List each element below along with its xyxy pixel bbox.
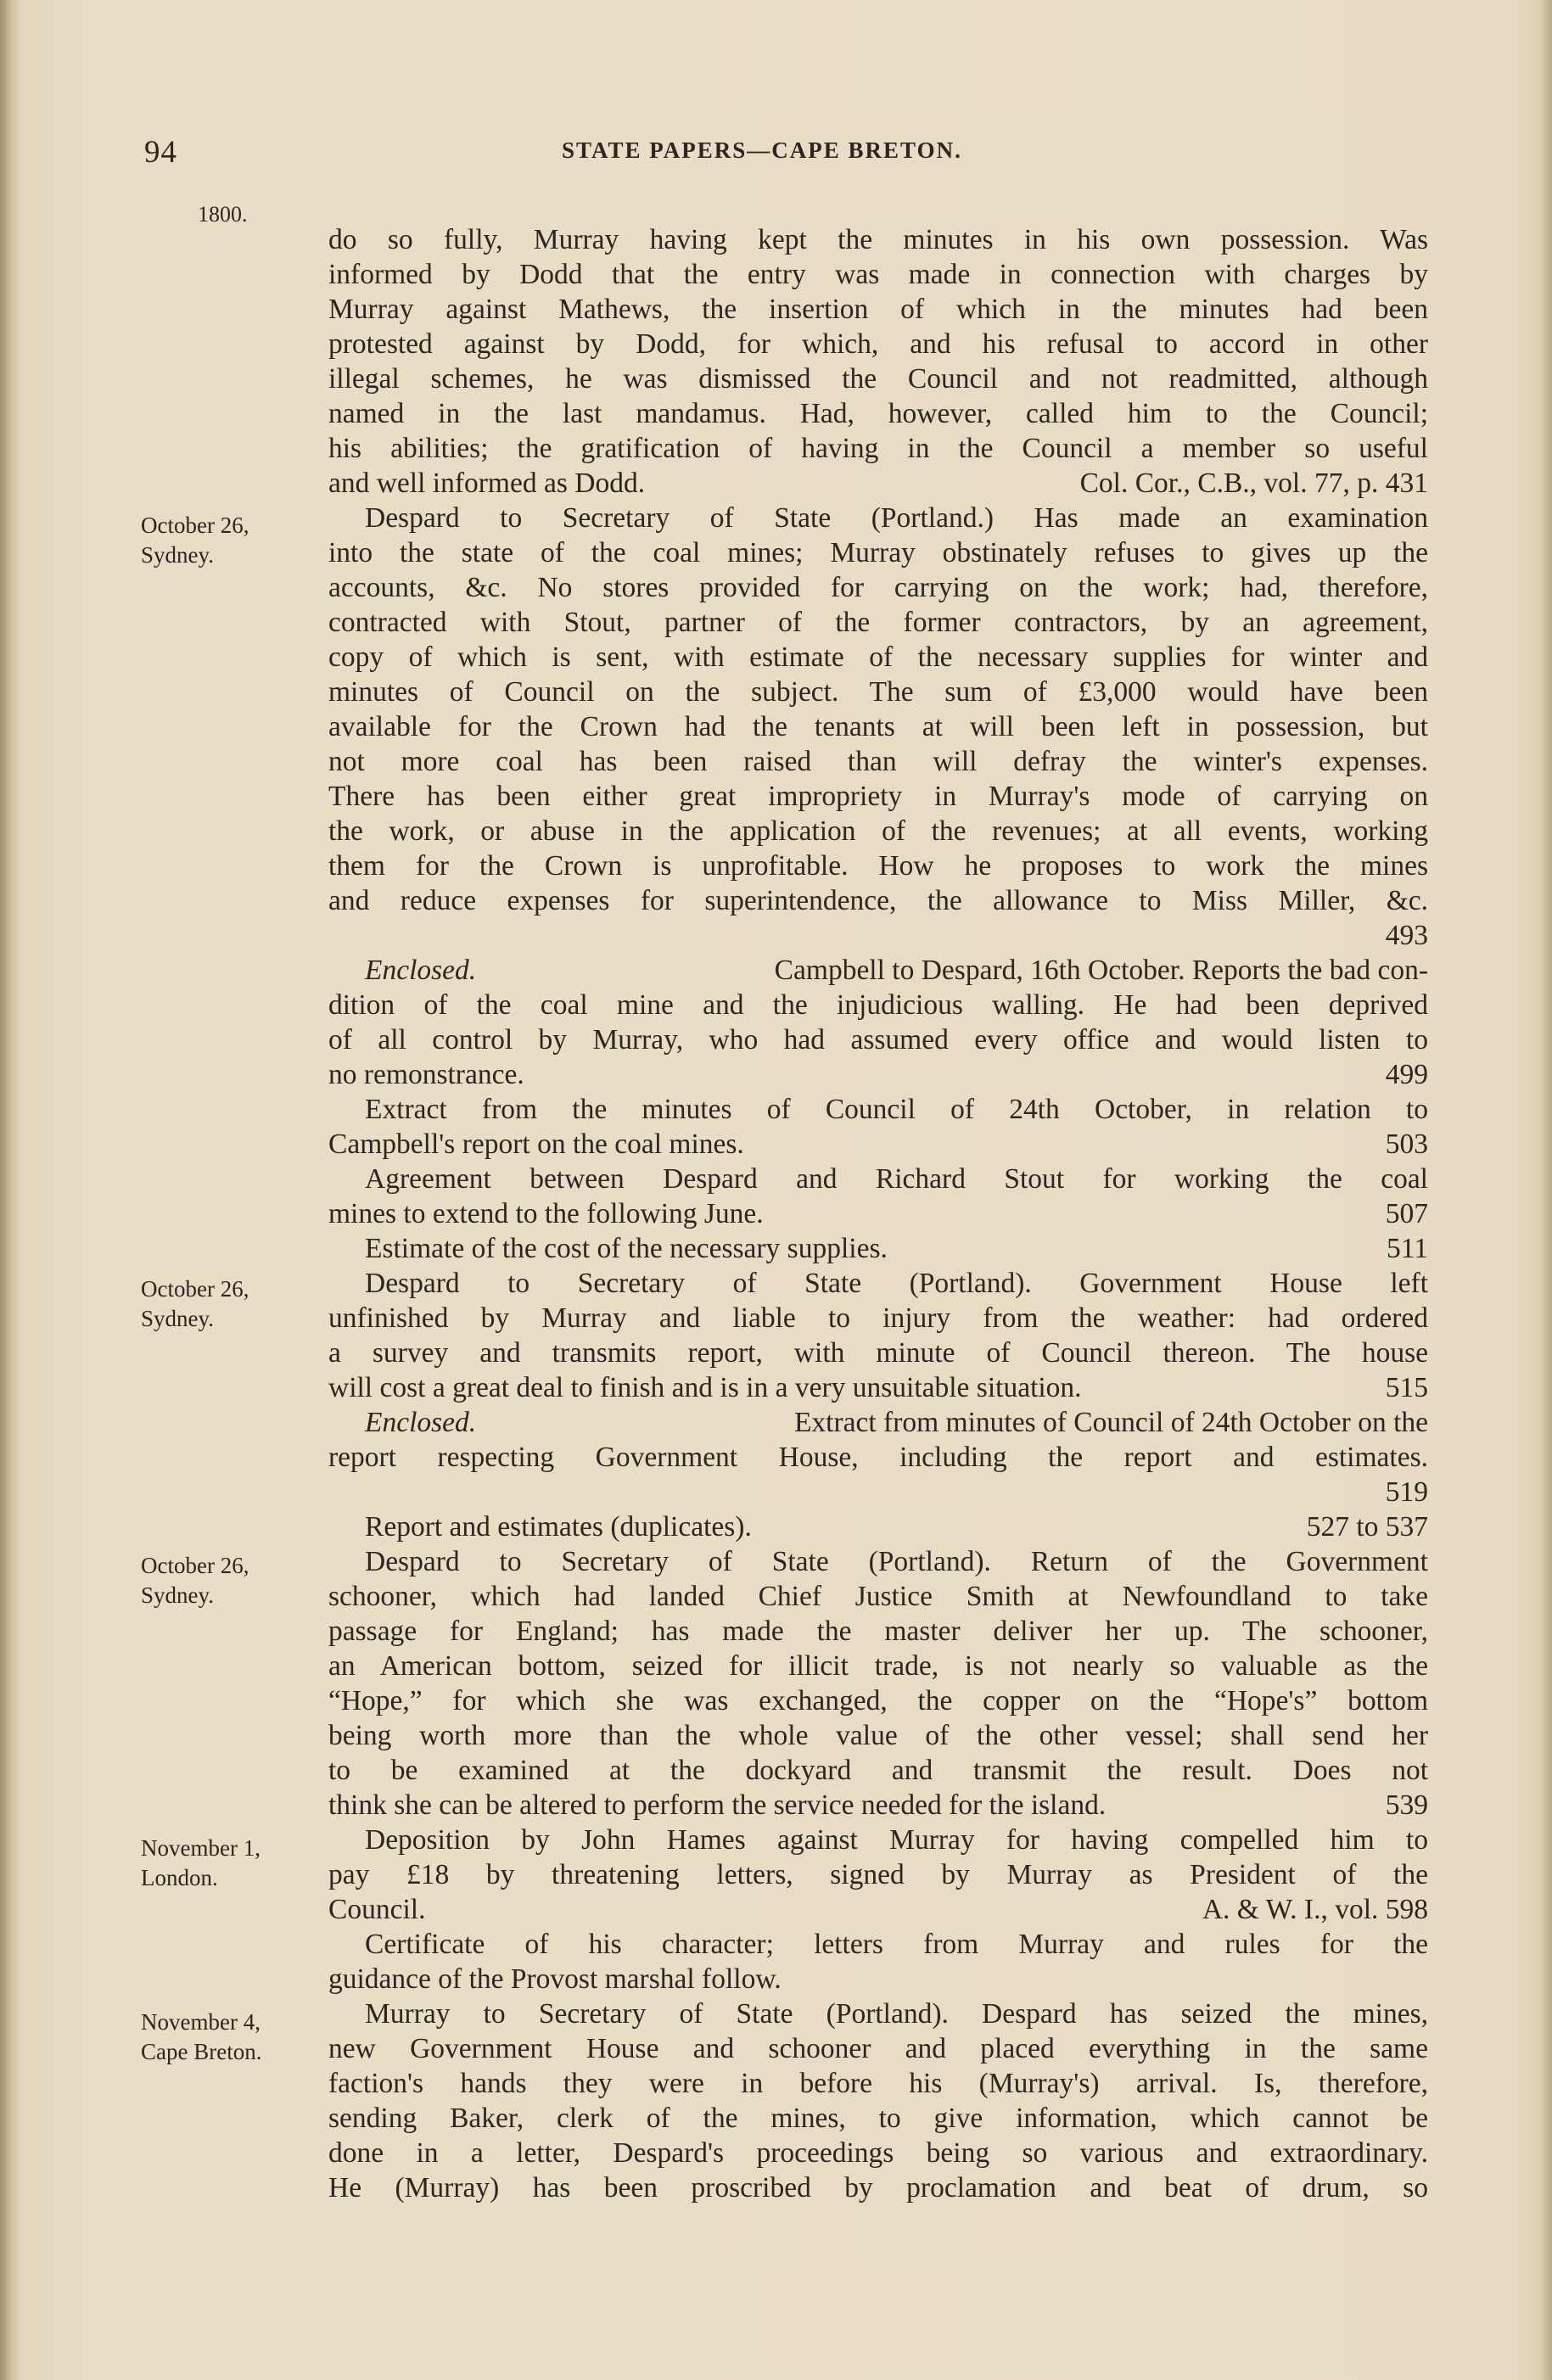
margin-place: Cape Breton. [141,2039,262,2064]
text-line: Despard to Secretary of State (Portland). Government House left [365,1268,1428,1299]
page-reference: 515 [1385,1372,1428,1403]
text-line: Murray to Secretary of State (Portland). Despard has seized the mines, [365,1998,1428,2030]
margin-date: November 1, [141,1835,261,1861]
margin-date-4 [141,1834,328,1893]
text-line: named in the last mandamus. Had, however, called him to the Council; [328,398,1428,429]
source-reference: A. & W. I., vol. 598 [1202,1894,1428,1925]
text-line: unfinished by Murray and liable to injury from the weather: had ordered [328,1302,1428,1334]
text-line: done in a letter, Despard's proceedings being so various and extraordinary. [328,2137,1428,2169]
text-line: Despard to Secretary of State (Portland). Return of the Government [365,1546,1428,1577]
page-reference: 527 to 537 [1306,1511,1428,1543]
source-reference: Col. Cor., C.B., vol. 77, p. 431 [1079,468,1428,499]
text-line: copy of which is sent, with estimate of the necessary supplies for winter and [328,641,1428,673]
text-line [328,466,1428,501]
text-fragment: Campbell's report on the coal mines. [328,1128,744,1160]
running-head: STATE PAPERS—CAPE BRETON. [562,137,962,163]
text-line: Extract from the minutes of Council of 24th October, in relation to [365,1094,1428,1125]
text-line: “Hope,” for which she was exchanged, the copper on the “Hope's” bottom [328,1685,1428,1716]
text-line: report respecting Government House, including the report and estimates. [328,1442,1428,1473]
text-line: to be examined at the dockyard and transmit the result. Does not [328,1755,1428,1786]
margin-date-5 [141,2008,328,2067]
margin-date-3 [141,1551,328,1610]
text-line [328,1892,1428,1927]
text-line [328,1196,1428,1231]
text-line: his abilities; the gratification of having in the Council a member so useful [328,433,1428,464]
page-header [0,134,1552,176]
body-text [328,222,1428,2205]
page-reference: 511 [1386,1233,1428,1264]
page-reference: 503 [1385,1128,1428,1160]
text-line: Certificate of his character; letters from Murray and rules for the [365,1929,1428,1960]
text-line: available for the Crown had the tenants at will been left in possession, but [328,711,1428,742]
text-line: accounts, &c. No stores provided for carrying on the work; had, therefore, [328,572,1428,603]
margin-date: November 4, [141,2009,261,2035]
margin-date-2 [141,1274,328,1334]
text-fragment: no remonstrance. [328,1059,524,1090]
text-fragment: Estimate of the cost of the necessary supplies. [365,1233,888,1264]
text-fragment: Campbell to Despard, 16th October. Reports the bad con- [774,955,1428,986]
text-line: the work, or abuse in the application of the revenues; at all events, working [328,815,1428,847]
margin-place: Sydney. [141,542,214,568]
text-line: being worth more than the whole value of the other vessel; shall send her [328,1720,1428,1751]
page-reference: 519 [1385,1476,1428,1508]
enclosed-label: Enclosed. [365,1407,477,1438]
page-reference: 499 [1385,1059,1428,1090]
text-line [328,1127,1428,1162]
text-line [328,1231,1428,1266]
text-line: new Government House and schooner and placed everything in the same [328,2033,1428,2064]
text-fragment: mines to extend to the following June. [328,1198,764,1229]
margin-place: London. [141,1865,218,1890]
margin-date: October 26, [141,512,249,538]
text-fragment: and well informed as Dodd. [328,468,646,499]
text-fragment: Council. [328,1894,426,1925]
page-reference: 507 [1385,1198,1428,1229]
text-line: There has been either great impropriety in Murray's mode of carrying on [328,781,1428,812]
page-number: 94 [144,135,177,170]
text-fragment: think she can be altered to perform the service needed for the island. [328,1789,1107,1821]
enclosed-label: Enclosed. [365,955,477,986]
text-line [328,1788,1428,1823]
text-line: Deposition by John Hames against Murray for having compelled him to [365,1824,1428,1856]
text-line: Agreement between Despard and Richard Stout for working the coal [365,1163,1428,1195]
text-line: schooner, which had landed Chief Justice Smith at Newfoundland to take [328,1581,1428,1612]
text-line: of all control by Murray, who had assumed every office and would listen to [328,1024,1428,1056]
text-fragment: will cost a great deal to finish and is in a very unsuitable situation. [328,1372,1082,1403]
text-line: Despard to Secretary of State (Portland.) Has made an examination [365,502,1428,534]
text-line: an American bottom, seized for illicit trade, is not nearly so valuable as the [328,1650,1428,1682]
text-line: informed by Dodd that the entry was made in connection with charges by [328,259,1428,290]
text-line: sending Baker, clerk of the mines, to give information, which cannot be [328,2103,1428,2134]
text-line: dition of the coal mine and the injudicious walling. He had been deprived [328,989,1428,1021]
text-line: them for the Crown is unprofitable. How he proposes to work the mines [328,850,1428,882]
text-line [328,953,1428,988]
page-reference: 493 [1385,920,1428,951]
binding-shadow [0,0,19,2380]
text-fragment: Extract from minutes of Council of 24th October on the [793,1407,1428,1438]
text-line: protested against by Dodd, for which, and his refusal to accord in other [328,328,1428,360]
text-line: pay £18 by threatening letters, signed by Murray as President of the [328,1859,1428,1890]
text-line: He (Murray) has been proscribed by proclamation and beat of drum, so [328,2172,1428,2204]
margin-date-1 [141,511,328,570]
margin-date: October 26, [141,1553,249,1578]
margin-place: Sydney. [141,1582,214,1608]
text-line: do so fully, Murray having kept the minutes in his own possession. Was [328,224,1428,255]
text-line: minutes of Council on the subject. The sum of £3,000 would have been [328,676,1428,708]
text-line: guidance of the Provost marshal follow. [328,1963,782,1995]
margin-date: October 26, [141,1276,249,1302]
page-reference: 539 [1385,1789,1428,1821]
margin-year: 1800. [198,202,248,227]
text-line: Murray against Mathews, the insertion of which in the minutes had been [328,294,1428,325]
margin-place: Sydney. [141,1306,214,1331]
text-line [328,1509,1428,1544]
text-line: passage for England; has made the master deliver her up. The schooner, [328,1616,1428,1647]
text-line: illegal schemes, he was dismissed the Council and not readmitted, although [328,363,1428,395]
page-edge [1540,0,1552,2380]
text-line: and reduce expenses for superintendence, the allowance to Miss Miller, &c. [328,885,1428,916]
text-line [328,1405,1428,1440]
text-line: contracted with Stout, partner of the former contractors, by an agreement, [328,607,1428,638]
text-fragment: Report and estimates (duplicates). [365,1511,752,1543]
text-line: faction's hands they were in before his (Murray's) arrival. Is, therefore, [328,2068,1428,2099]
text-line: a survey and transmits report, with minute of Council thereon. The house [328,1337,1428,1369]
text-line: into the state of the coal mines; Murray obstinately refuses to gives up the [328,537,1428,568]
text-line [328,1057,1428,1092]
text-line [328,1370,1428,1405]
text-line: not more coal has been raised than will defray the winter's expenses. [328,746,1428,777]
